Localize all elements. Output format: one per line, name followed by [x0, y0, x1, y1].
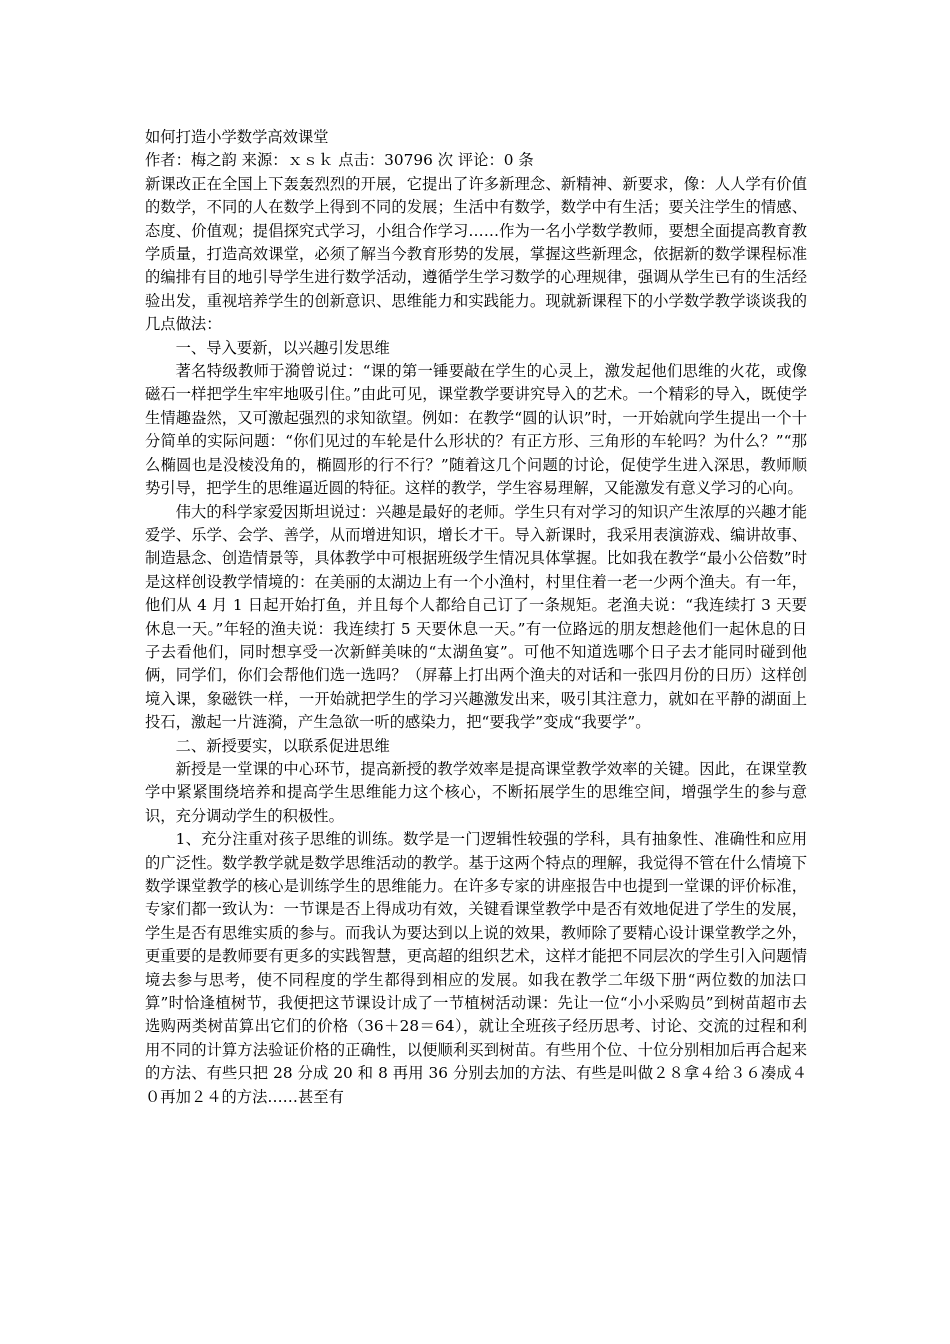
section-heading-2: 二、新授要实，以联系促进思维 [175, 736, 390, 755]
paragraph-1: 著名特级教师于漪曾说过：“课的第一锤要敲在学生的心灵上，激发起他们思维的火花，或像磁石一样把学生牢牢地吸引住。”由此可见，课堂教学要讲究导入的艺术。一个精彩的导入，既使学生情趣盎然，又可激起强烈的求知欲望。例如：在教学“圆的认识”时，一开始就向学生提出一个十分简单的实际问题：“你们见过的车轮是什么形状的？有正方形、三角形的车轮吗？为什么？”“那么椭圆也是没棱没角的，椭圆形的行不行？”随着这几个问题的讨论，促使学生进入深思，教师顺势引导，把学生的思维逼近圆的特征。这样的教学，学生容易理解，又能激发有意义学习的心向。 [145, 362, 807, 498]
paragraph-4: 1、充分注重对孩子思维的训练。数学是一门逻辑性较强的学科，具有抽象性、准确性和应用的广泛性。数学教学就是数学思维活动的教学。基于这两个特点的理解，我觉得不管在什么情境下数学课堂教学的核心是训练学生的思维能力。在许多专家的讲座报告中也提到一堂课的评价标准，专家们都一致认为：一节课是否上得成功有效，关键看课堂教学中是否有效地促进了学生的发展，学生是否有思维实质的参与。而我认为要达到以上说的效果，教师除了要精心设计课堂教学之外，更重要的是教师要有更多的实践智慧，更高超的组织艺术，这样才能把不同层次的学生引入问题情境去参与思考，使不同程度的学生都得到相应的发展。如我在教学二年级下册“两位数的加法口算”时恰逢植树节，我便把这节课设计成了一节植树活动课：先让一位“小小采购员”到树苗超市去选购两类树苗算出它们的价格（36＋28＝64），就让全班孩子经历思考、讨论、交流的过程和利用不同的计算方法验证价格的正确性，以便顺利买到树苗。有些用个位、十位分别相加后再合起来的方法、有些只把 28 分成 20 和 8 再用 36 分别去加的方法、有些是叫做２８拿４给３６凑成４０再加２４的方法……甚至有 [145, 830, 807, 1106]
document-page [145, 126, 807, 1109]
paragraph-3: 新授是一堂课的中心环节，提高新授的教学效率是提高课堂教学效率的关键。因此，在课堂教学中紧紧围绕培养和提高学生思维能力这个核心，不断拓展学生的思维空间，增强学生的参与意识，充分调动学生的积极性。 [145, 759, 807, 825]
document-meta: 作者：梅之韵 来源：ｘｓｋ 点击：30796 次 评论：0 条 [145, 151, 534, 170]
document-title: 如何打造小学数学高效课堂 [145, 128, 329, 146]
paragraph-2: 伟大的科学家爱因斯坦说过：兴趣是最好的老师。学生只有对学习的知识产生浓厚的兴趣才能爱学、乐学、会学、善学，从而增进知识，增长才干。导入新课时，我采用表演游戏、编讲故事、制造悬念、创造情景等，具体教学中可根据班级学生情况具体掌握。比如我在教学“最小公倍数”时是这样创设教学情境的：在美丽的太湖边上有一个小渔村，村里住着一老一少两个渔夫。有一年，他们从 4 月 1 日起开始打鱼，并且每个人都给自己订了一条规矩。老渔夫说：“我连续打 3 天要休息一天。”年轻的渔夫说：我连续打 5 天要休息一天。”有一位路远的朋友想趁他们一起休息的日子去看他们，同时想享受一次新鲜美味的“太湖鱼宴”。可他不知道选哪个日子去才能同时碰到他俩，同学们，你们会帮他们选一选吗？（屏幕上打出两个渔夫的对话和一张四月份的日历）这样创境入课，象磁铁一样，一开始就把学生的学习兴趣激发出来，吸引其注意力，就如在平静的湖面上投石，激起一片涟漪，产生急欲一听的感染力，把“要我学”变成“我要学”。 [145, 502, 807, 732]
section-heading-1: 一、导入要新，以兴趣引发思维 [175, 338, 390, 357]
intro-paragraph: 新课改正在全国上下轰轰烈烈的开展，它提出了许多新理念、新精神、新要求，像：人人学有价值的数学，不同的人在数学上得到不同的发展；生活中有数学，数学中有生活；要关注学生的情感、态度、价值观；提倡探究式学习，小组合作学习……作为一名小学数学教师，要想全面提高教育教学质量，打造高效课堂，必须了解当今教育形势的发展，掌握这些新理念，依据新的数学课程标准的编排有目的地引导学生进行数学活动，遵循学生学习数学的心理规律，强调从学生已有的生活经验出发，重视培养学生的创新意识、思维能力和实践能力。现就新课程下的小学数学教学谈谈我的几点做法： [145, 174, 807, 334]
